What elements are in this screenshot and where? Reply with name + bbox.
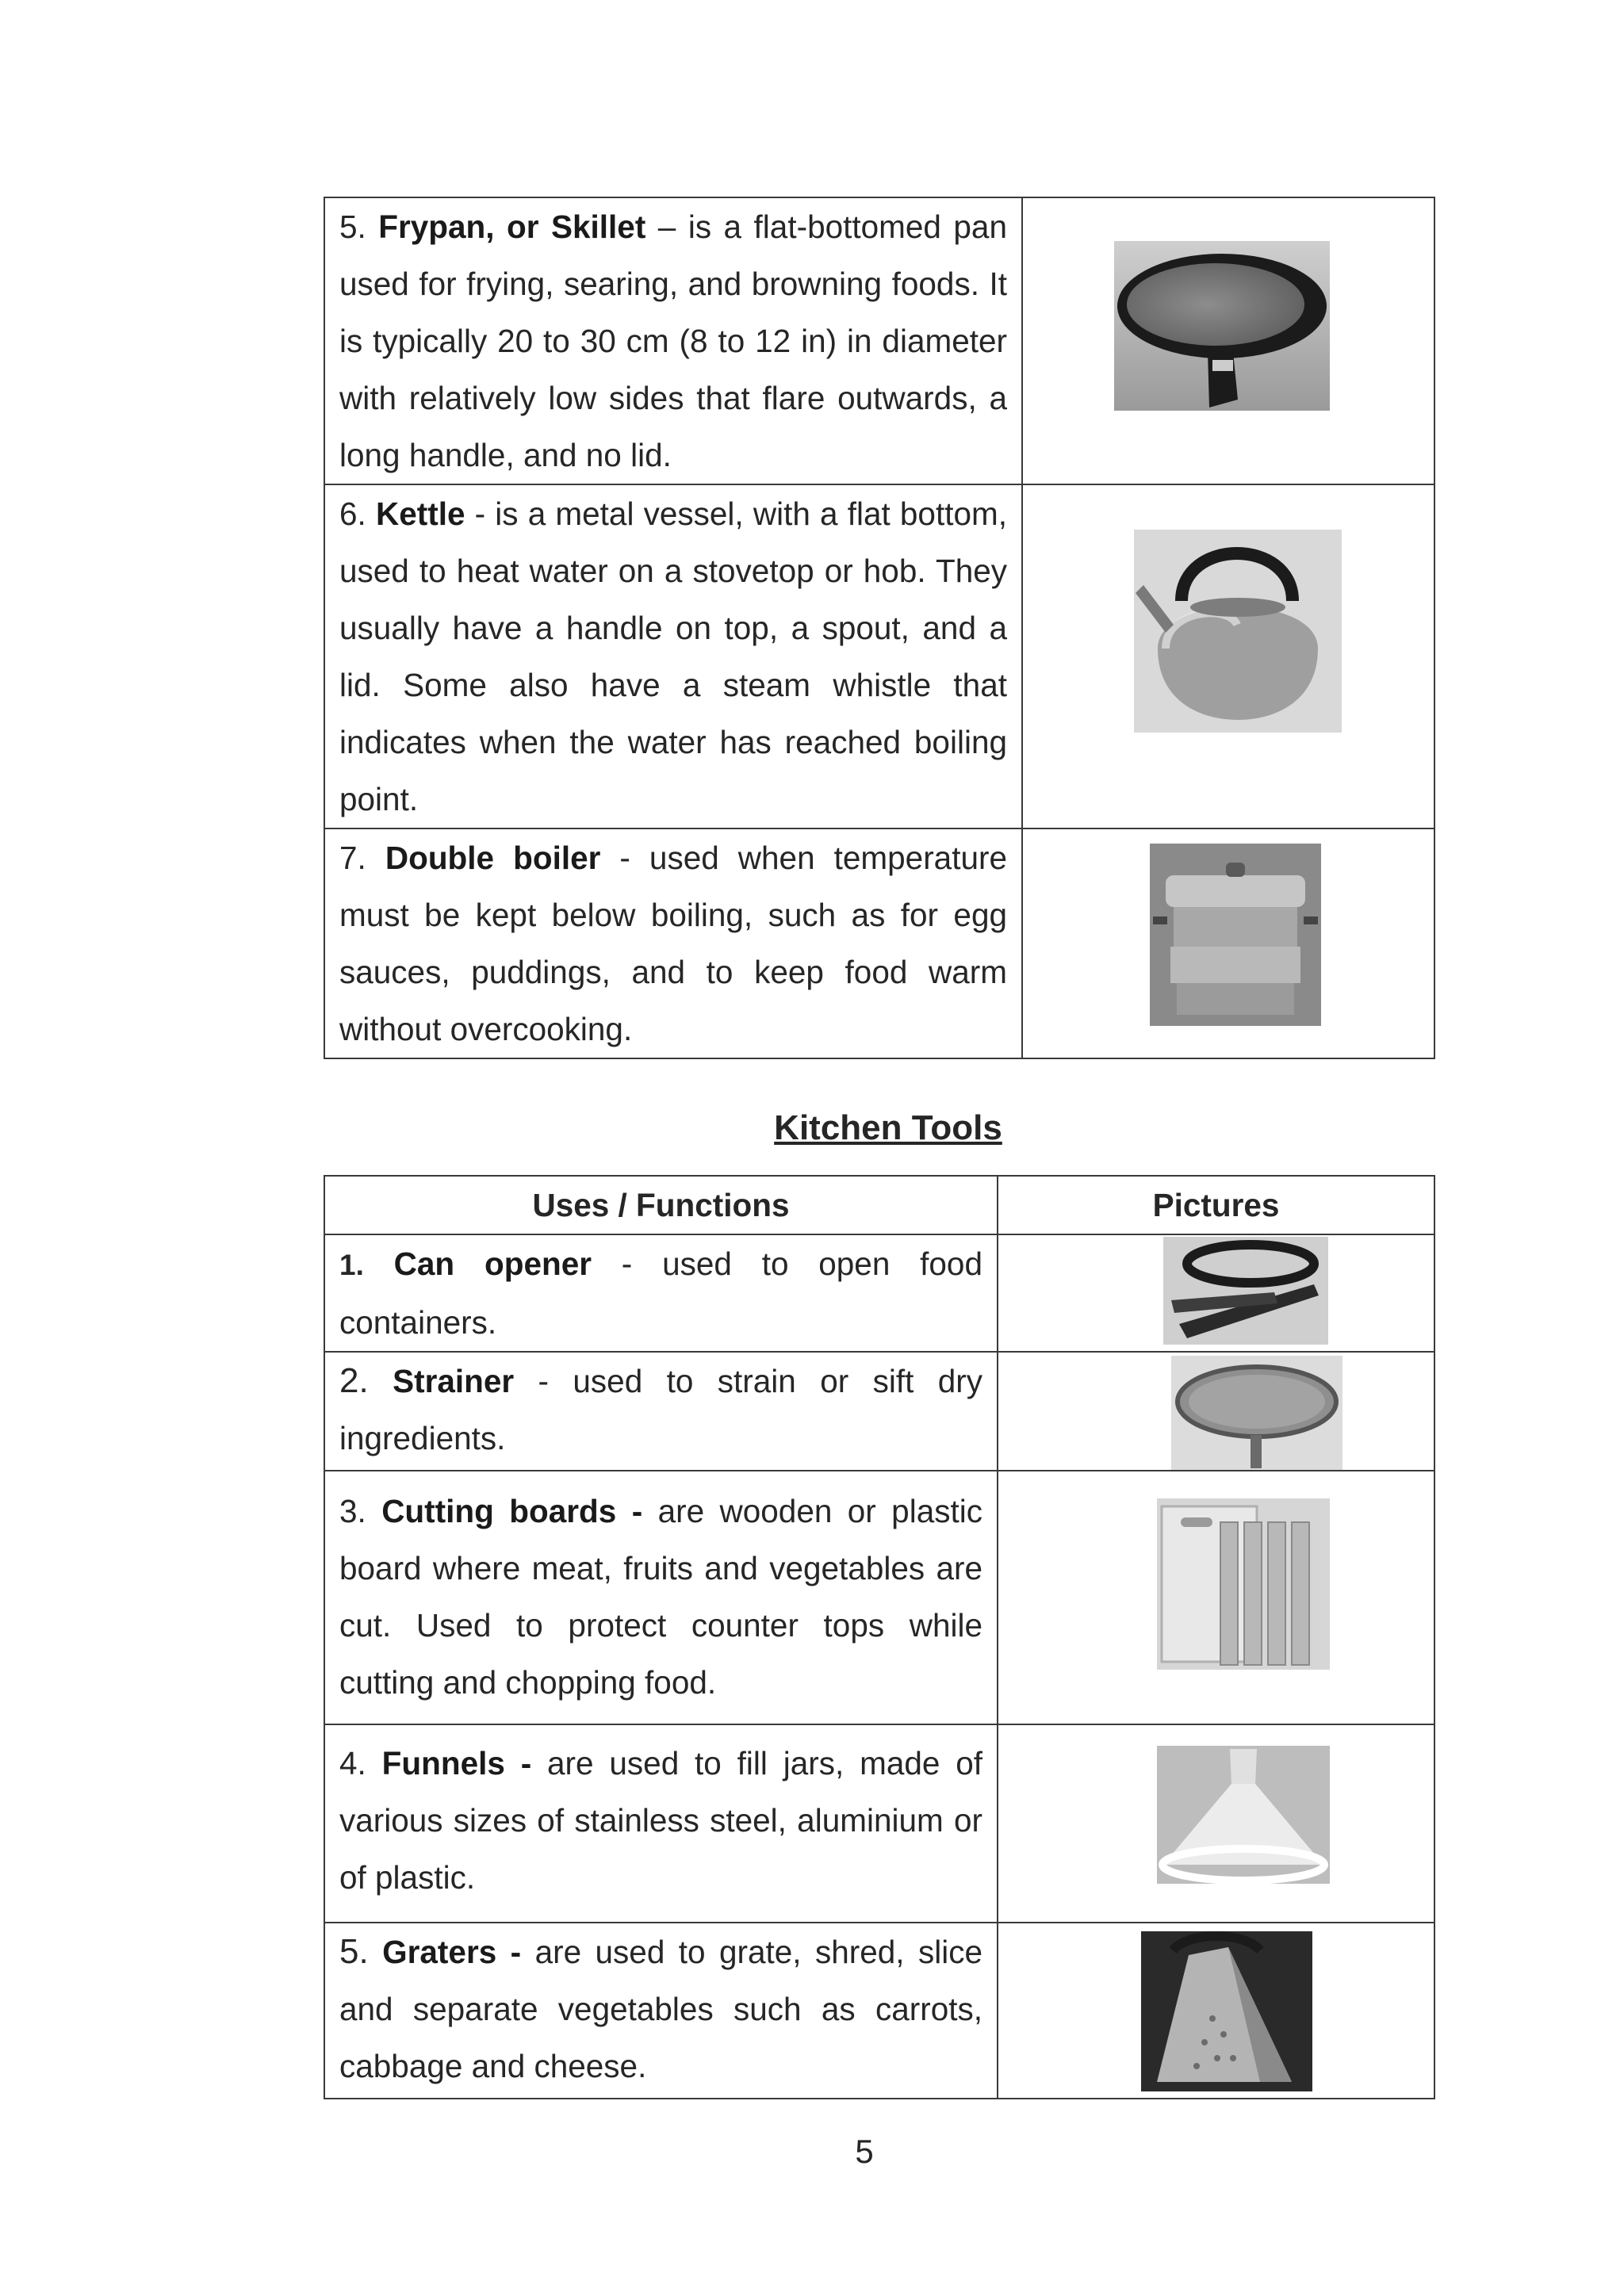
table-row <box>324 828 1434 1058</box>
grater-image <box>1141 1931 1312 2091</box>
cutting-boards-description <box>324 1471 998 1724</box>
item-number: 2. <box>339 1361 369 1400</box>
item-text: are used to grate, shred, slice and separate vegetables such as carrots, cabbage and cheese. <box>339 1934 982 2084</box>
item-text: are wooden or plastic board where meat, fruits and vegetables are cut. Used to protect counter tops while cutting and chopping food. <box>339 1493 982 1701</box>
cutting-boards-image <box>1157 1498 1330 1670</box>
item-text: - used to open food containers. <box>339 1246 982 1341</box>
can-opener-description <box>324 1234 998 1352</box>
item-number: 3. <box>339 1493 366 1529</box>
section-title: Kitchen Tools <box>774 1108 1002 1147</box>
double-boiler-description <box>324 828 1022 1058</box>
item-text: - is a metal vessel, with a flat bottom, used to heat water on a stovetop or hob. They usually have a handle on top, a spout, and a lid. Some also have a steam whistle that indicates when the water has reached boiling point. <box>339 496 1007 817</box>
item-term: Funnels - <box>381 1745 532 1781</box>
funnels-description <box>324 1724 998 1923</box>
pictures-column-header: Pictures <box>998 1176 1434 1234</box>
item-text: – is a flat-bottomed pan used for frying, searing, and browning foods. It is typically 20 to 30 cm (8 to 12 in) in diameter with relatively low sides that flare outwards, a long handle, and no lid. <box>339 209 1007 473</box>
table-header-row <box>324 1176 1434 1234</box>
table-row <box>324 1352 1434 1471</box>
item-text: - used when temperature must be kept below boiling, such as for egg sauces, puddings, and to keep food warm without overcooking. <box>339 840 1007 1047</box>
item-number: 6. <box>339 496 366 532</box>
item-term: Frypan, or Skillet <box>378 209 646 245</box>
strainer-image <box>1171 1356 1342 1470</box>
uses-column-header: Uses / Functions <box>324 1176 998 1234</box>
table-row <box>324 1234 1434 1352</box>
item-text: - used to strain or sift dry ingredients. <box>339 1363 982 1456</box>
frypan-picture-cell <box>1022 197 1434 484</box>
table-row <box>324 1923 1434 2099</box>
item-term: Double boiler <box>385 840 601 876</box>
cookware-table <box>324 197 1435 1059</box>
item-number: 5. <box>339 1932 369 1971</box>
graters-picture-cell <box>998 1923 1434 2099</box>
strainer-picture-cell <box>998 1352 1434 1471</box>
item-number: 5. <box>339 209 366 245</box>
frypan-image <box>1114 241 1330 411</box>
item-term: Graters - <box>382 1934 522 1970</box>
strainer-description <box>324 1352 998 1471</box>
double-boiler-picture-cell <box>1022 828 1434 1058</box>
funnels-picture-cell <box>998 1724 1434 1923</box>
table-row <box>324 1471 1434 1724</box>
can-opener-image <box>1163 1237 1328 1345</box>
kettle-picture-cell <box>1022 484 1434 828</box>
table-row <box>324 197 1434 484</box>
item-number: 4. <box>339 1745 366 1781</box>
table-row <box>324 484 1434 828</box>
item-term: Strainer <box>393 1363 515 1399</box>
can-opener-picture-cell <box>998 1234 1434 1352</box>
kettle-description <box>324 484 1022 828</box>
item-text: are used to fill jars, made of various sizes of stainless steel, aluminium or of plastic. <box>339 1745 982 1896</box>
item-number: 1. <box>339 1249 364 1281</box>
page-number: 5 <box>855 2133 874 2170</box>
item-term: Can opener <box>393 1246 592 1282</box>
kettle-image <box>1134 530 1342 733</box>
item-number: 7. <box>339 840 366 876</box>
funnel-image <box>1157 1746 1330 1884</box>
table-row <box>324 1724 1434 1923</box>
double-boiler-image <box>1150 844 1321 1026</box>
cutting-boards-picture-cell <box>998 1471 1434 1724</box>
item-term: Kettle <box>375 496 465 532</box>
item-term: Cutting boards - <box>381 1493 643 1529</box>
graters-description <box>324 1923 998 2099</box>
kitchen-tools-table <box>324 1175 1435 2099</box>
frypan-description <box>324 197 1022 484</box>
